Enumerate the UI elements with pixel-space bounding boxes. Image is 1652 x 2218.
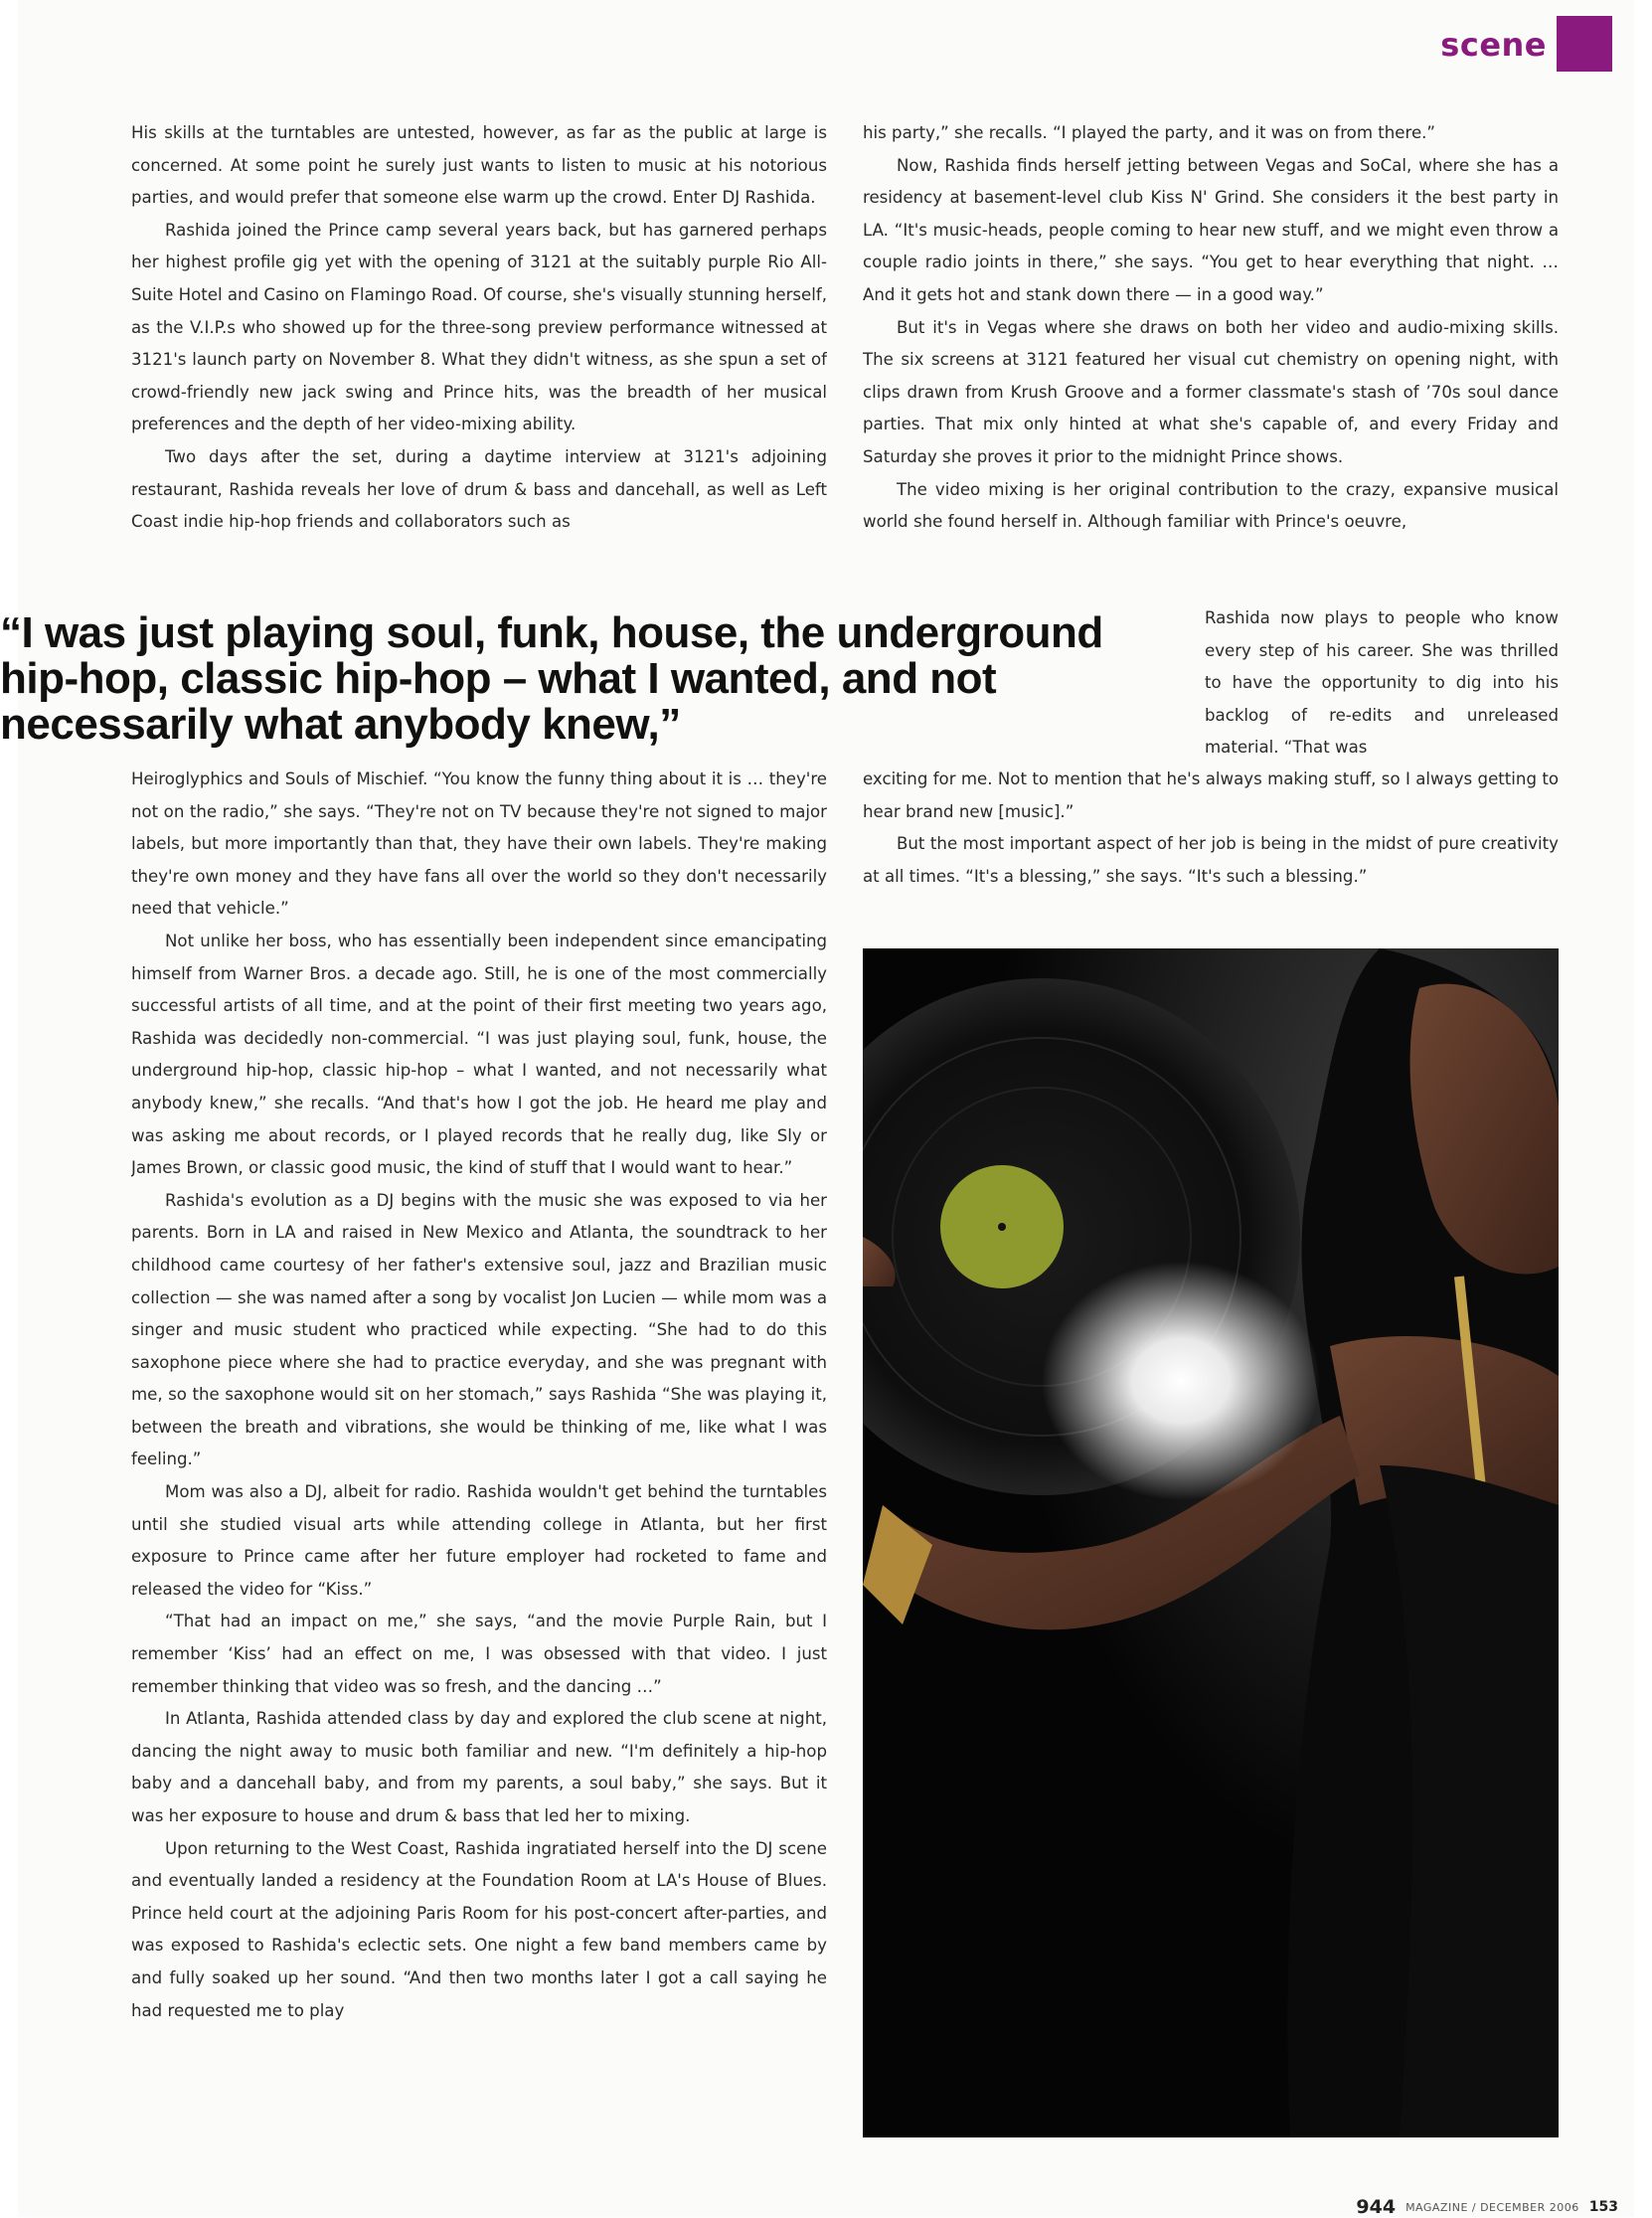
paragraph: Two days after the set, during a daytime interview at 3121's adjoining restaurant, Rashida reveals her love of drum & bass and dancehall, as well as Left Coast indie hip-hop friends and collaborators such as <box>131 446 827 532</box>
paragraph: But the most important aspect of her job is being in the midst of pure creativity at all times. “It's a blessing,” she says. “It's such a blessing.” <box>863 834 1559 886</box>
magazine-brand: 944 <box>1356 2196 1397 2218</box>
paragraph: In Atlanta, Rashida attended class by day and explored the club scene at night, dancing the night away to music both familiar and new. “I'm definitely a hip-hop baby and a dancehall baby, and from my parents, a soul baby,” she says. But it was her exposure to house and drum & bass that led her to mixing. <box>131 1709 827 1825</box>
paragraph: Rashida joined the Prince camp several years back, but has garnered perhaps her highest profile gig yet with the opening of 3121 at the suitably purple Rio All-Suite Hotel and Casino on Flamingo Road. Of course, she's visually stunning herself, as the V.I.P.s who showed up for the three-song preview performance witnessed at 3121's launch party on November 8. What they didn't witness, as she spun a set of crowd-friendly new jack swing and Prince hits, was the breadth of her musical preferences and the depth of her video-mixing ability. <box>131 220 827 434</box>
paragraph: The video mixing is her original contribution to the crazy, expansive musical world she found herself in. Although familiar with Prince's oeuvre, <box>863 479 1559 532</box>
column-right-bottom <box>863 764 1559 903</box>
paragraph: Rashida's evolution as a DJ begins with the music she was exposed to via her parents. Born in LA and raised in New Mexico and Atlanta, the soundtrack to her childhood came courtesy of her father's extensive soul, jazz and Brazilian music collection — she was named after a song by vocalist Jon Lucien — while mom was a singer and music student who practiced while expecting. “She had to do this saxophone piece where she had to practice everyday, and she was pregnant with me, so the saxophone would sit on her stomach,” says Rashida “She was playing it, between the breath and vibrations, she would be thinking of me, like what I was feeling.” <box>131 1190 827 1469</box>
section-tag: scene <box>1440 26 1547 64</box>
paragraph: Heiroglyphics and Souls of Mischief. “You know the funny thing about it is … they're not on the radio,” she says. “They're not on TV because they're not signed to major labels, but more importantly than that, they have their own labels. They're making they're own money and they have fans all over the world so they don't necessarily need that vehicle.” <box>131 769 827 919</box>
dj-photo-illustration <box>863 948 1559 2137</box>
paragraph: his party,” she recalls. “I played the party, and it was on from there.” <box>863 123 1436 142</box>
paragraph: But it's in Vegas where she draws on both her video and audio-mixing skills. The six screens at 3121 featured her visual cut chemistry on opening night, with clips drawn from Krush Groove and a former classmate's stash of ’70s soul dance parties. That mix only hinted at what she's capable of, and every Friday and Saturday she proves it prior to the midnight Prince shows. <box>863 317 1559 466</box>
paragraph: Not unlike her boss, who has essentially been independent since emancipating himself from Warner Bros. a decade ago. Still, he is one of the most commercially successful artists of all time, and at the point of their first meeting two years ago, Rashida was decidedly non-commercial. “I was just playing soul, funk, house, the underground hip-hop, classic hip-hop – what I wanted, and not necessarily what anybody knew,” she recalls. “And that's how I got the job. He heard me play and was asking me about records, or I played records that he really dug, like Sly or James Brown, or classic good music, the kind of stuff that I would want to hear.” <box>131 931 827 1178</box>
paragraph: His skills at the turntables are untested, however, as far as the public at large is concerned. At some point he surely just wants to listen to music at his notorious parties, and would prefer that someone else warm up the crowd. Enter DJ Rashida. <box>131 123 827 208</box>
paragraph: “That had an impact on me,” she says, “and the movie Purple Rain, but I remember ‘Kiss’ had an effect on me, I was obsessed with that video. I just remember thinking that video was so fresh, and the dancing …” <box>131 1612 827 1696</box>
section-color-block <box>1557 16 1612 72</box>
column-right-narrow <box>1205 602 1559 764</box>
light-flare <box>1042 1262 1320 1500</box>
paragraph: Upon returning to the West Coast, Rashida ingratiated herself into the DJ scene and eventually landed a residency at the Foundation Room at LA's House of Blues. Prince held court at the adjoining Paris Room for his post-concert after-parties, and was exposed to Rashida's eclectic sets. One night a few band members came by and fully soaked up her sound. “And then two months later I got a call saying he had requested me to play <box>131 1838 827 2020</box>
paragraph: Now, Rashida finds herself jetting between Vegas and SoCal, where she has a residency at basement-level club Kiss N' Grind. She considers it the best party in LA. “It's music-heads, people coming to hear new stuff, and we might even throw a couple radio joints in there,” she says. “You get to hear everything that night. … And it gets hot and stank down there — in a good way.” <box>863 155 1559 304</box>
pull-quote: “I was just playing soul, funk, house, the underground hip-hop, classic hip-hop – what I wanted, and not necessarily what anybody knew,” <box>0 608 1103 749</box>
paragraph: Mom was also a DJ, albeit for radio. Rashida wouldn't get behind the turntables until she studied visual arts while attending college in Atlanta, but her first exposure to Prince came after her future employer had rocketed to fame and released the video for “Kiss.” <box>131 1482 827 1599</box>
paragraph: Rashida now plays to people who know every step of his career. She was thrilled to have the opportunity to dig into his backlog of re-edits and unreleased material. “That was <box>1205 608 1559 758</box>
page-footer <box>1356 2197 1618 2217</box>
issue-date: MAGAZINE / DECEMBER 2006 <box>1405 2200 1579 2214</box>
column-right-top <box>863 117 1559 604</box>
column-left-bottom <box>131 764 827 2128</box>
dj-photo <box>863 948 1559 2137</box>
paragraph: exciting for me. Not to mention that he's always making stuff, so I always getting to hear brand new [music].” <box>863 769 1559 821</box>
page-number: 153 <box>1588 2199 1618 2215</box>
column-left-top <box>131 117 827 604</box>
